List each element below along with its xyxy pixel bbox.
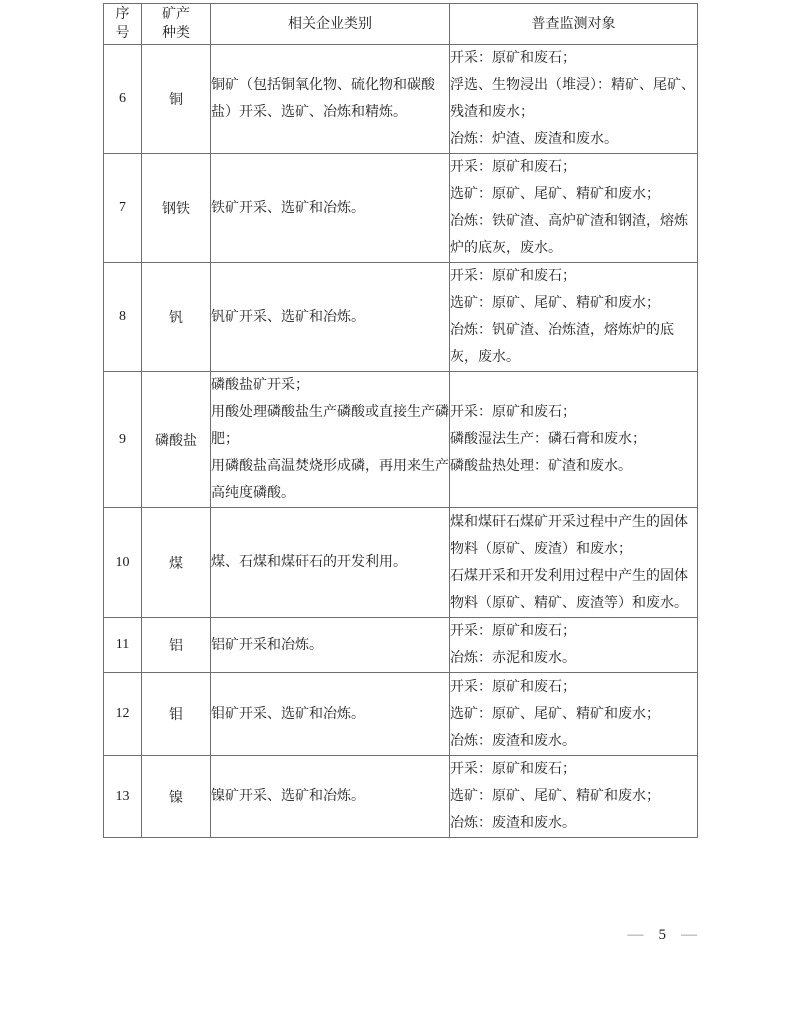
target-line: 开采：原矿和废石； [450, 51, 576, 66]
enterprise-cell [211, 618, 450, 673]
target-cell [450, 618, 698, 673]
page-number: 5 [658, 927, 666, 943]
target-line: 开采：原矿和废石； [450, 160, 576, 175]
table-row [104, 154, 698, 263]
enterprise-line: 用酸处理磷酸盐生产磷酸或直接生产磷肥； [211, 405, 449, 447]
mineral-type: 钒 [142, 263, 211, 372]
enterprise-line: 铝矿开采和冶炼。 [211, 637, 323, 653]
target-line: 选矿：原矿、尾矿、精矿和废水； [450, 296, 660, 311]
target-line: 冶炼：废渣和废水。 [450, 816, 576, 831]
target-line: 冶炼：赤泥和废水。 [450, 651, 576, 666]
target-line: 开采：原矿和废石； [450, 679, 576, 695]
enterprise-line: 铜矿（包括铜氧化物、硫化物和碳酸盐）开采、选矿、冶炼和精炼。 [211, 78, 435, 120]
target-line: 冶炼：废渣和废水。 [450, 733, 576, 749]
header-no-label: 序号 [115, 7, 130, 41]
enterprise-line: 镍矿开采、选矿和冶炼。 [211, 789, 365, 804]
mineral-type: 钢铁 [142, 154, 211, 263]
mineral-type: 煤 [142, 508, 211, 618]
target-line: 开采：原矿和废石； [450, 405, 576, 420]
target-line: 冶炼：钒矿渣、冶炼渣，熔炼炉的底灰，废水。 [450, 323, 674, 365]
mineral-type: 钼 [142, 673, 211, 756]
target-line: 石煤开采和开发利用过程中产生的固体物料（原矿、精矿、废渣等）和废水。 [450, 568, 688, 611]
enterprise-line: 用磷酸盐高温焚烧形成磷，再用来生产高纯度磷酸。 [211, 459, 449, 501]
target-cell [450, 673, 698, 756]
row-number: 11 [104, 618, 142, 673]
page-footer [628, 924, 698, 946]
row-number: 10 [104, 508, 142, 618]
enterprise-cell [211, 45, 450, 154]
table-row [104, 673, 698, 756]
mineral-type: 铝 [142, 618, 211, 673]
enterprise-line: 磷酸盐矿开采； [211, 378, 309, 393]
target-line: 冶炼：炉渣、废渣和废水。 [450, 132, 618, 147]
target-line: 浮选、生物浸出（堆浸）：精矿、尾矿、残渣和废水； [450, 78, 695, 120]
target-cell [450, 263, 698, 372]
mineral-type: 磷酸盐 [142, 372, 211, 508]
header-mineral-type-label: 矿产种类 [162, 7, 190, 41]
row-number: 7 [104, 154, 142, 263]
enterprise-cell [211, 372, 450, 508]
header-row [104, 4, 698, 45]
target-line: 开采：原矿和废石； [450, 624, 576, 639]
target-line: 冶炼：铁矿渣、高炉矿渣和钢渣，熔炼炉的底灰，废水。 [450, 214, 688, 256]
enterprise-cell [211, 508, 450, 618]
row-number: 13 [104, 756, 142, 838]
target-line: 开采：原矿和废石； [450, 762, 576, 777]
header-enterprise-category: 相关企业类别 [211, 4, 450, 45]
target-cell [450, 372, 698, 508]
target-cell [450, 508, 698, 618]
row-number: 12 [104, 673, 142, 756]
mineral-type: 镍 [142, 756, 211, 838]
row-number: 8 [104, 263, 142, 372]
target-line: 选矿：原矿、尾矿、精矿和废水； [450, 706, 660, 722]
target-line: 开采：原矿和废石； [450, 269, 576, 284]
enterprise-line: 钒矿开采、选矿和冶炼。 [211, 309, 365, 325]
enterprise-cell [211, 263, 450, 372]
enterprise-line: 铁矿开采、选矿和冶炼。 [211, 200, 365, 216]
target-cell [450, 154, 698, 263]
enterprise-cell [211, 673, 450, 756]
target-line: 选矿：原矿、尾矿、精矿和废水； [450, 789, 660, 804]
enterprise-line: 煤、石煤和煤矸石的开发利用。 [211, 555, 407, 570]
mineral-type: 铜 [142, 45, 211, 154]
table-row [104, 508, 698, 618]
target-line: 煤和煤矸石煤矿开采过程中产生的固体物料（原矿、废渣）和废水； [450, 514, 688, 557]
target-line: 选矿：原矿、尾矿、精矿和废水； [450, 187, 660, 202]
target-cell [450, 756, 698, 838]
header-survey-target: 普查监测对象 [450, 4, 698, 45]
table-row [104, 618, 698, 673]
row-number: 6 [104, 45, 142, 154]
table-row [104, 756, 698, 838]
table-row [104, 372, 698, 508]
table-header [104, 4, 698, 45]
footer-dash-right: — [681, 926, 697, 943]
table-body [104, 45, 698, 838]
target-line: 磷酸盐热处理：矿渣和废水。 [450, 459, 632, 474]
row-number: 9 [104, 372, 142, 508]
target-cell [450, 45, 698, 154]
header-mineral-type [142, 4, 211, 45]
enterprise-cell [211, 154, 450, 263]
target-line: 磷酸湿法生产：磷石膏和废水； [450, 432, 646, 447]
table-row [104, 263, 698, 372]
enterprise-cell [211, 756, 450, 838]
enterprise-line: 钼矿开采、选矿和冶炼。 [211, 706, 365, 722]
table-row [104, 45, 698, 154]
footer-dash-left: — [627, 926, 644, 943]
header-no [104, 4, 142, 45]
mineral-survey-table [103, 3, 698, 838]
